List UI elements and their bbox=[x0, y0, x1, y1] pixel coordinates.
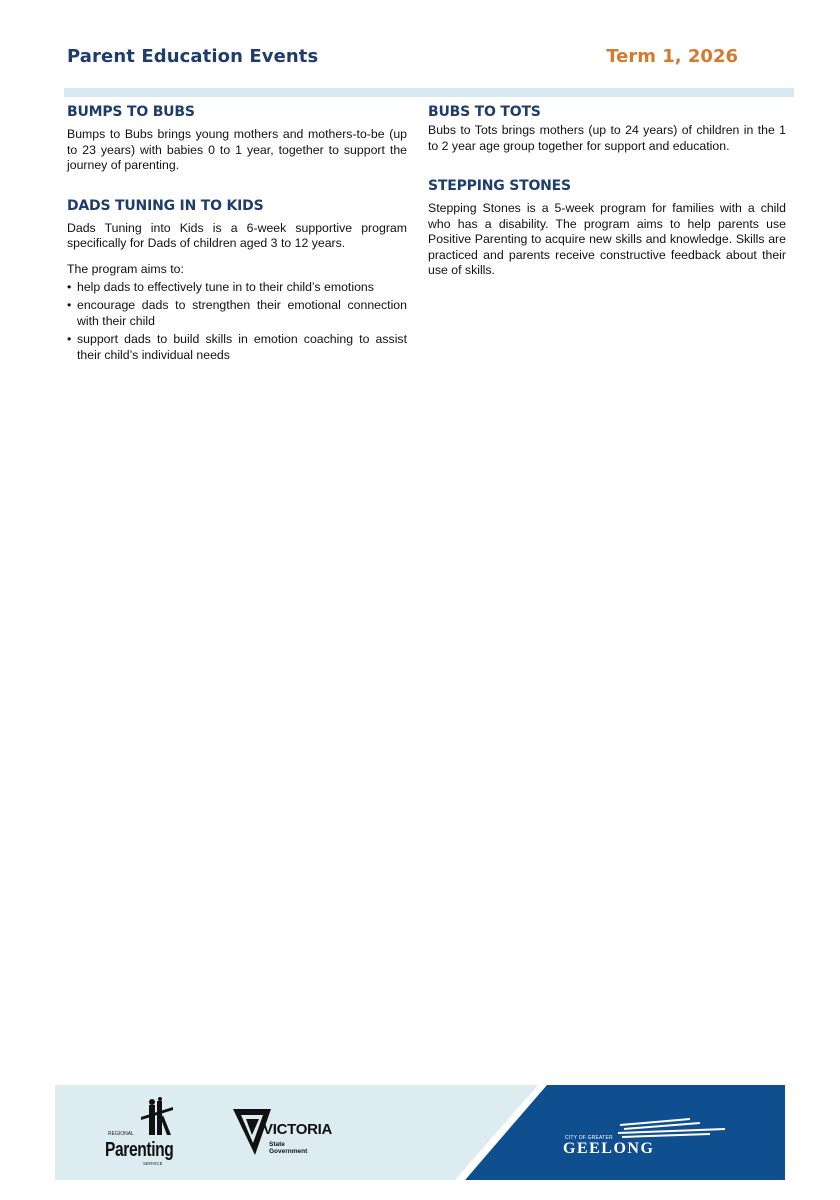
section-heading: BUMPS TO BUBS bbox=[67, 104, 195, 120]
regional-parenting-service-logo bbox=[105, 1097, 185, 1171]
section-heading: BUBS TO TOTS bbox=[428, 104, 541, 120]
list-item bbox=[67, 279, 407, 296]
section-body: Dads Tuning into Kids is a 6-week supportive program specifically for Dads of children aged 3 to 12 years. bbox=[67, 220, 407, 250]
list-item-text: encourage dads to strengthen their emotional connection with their child bbox=[77, 297, 407, 328]
bullet-icon: • bbox=[67, 280, 72, 294]
logo-small-text: REGIONAL bbox=[108, 1131, 134, 1137]
section-heading: DADS TUNING IN TO KIDS bbox=[67, 197, 264, 214]
section-stepping-stones bbox=[428, 178, 786, 279]
bullet-icon: • bbox=[67, 331, 72, 346]
document-title: Parent Education Events bbox=[67, 46, 319, 67]
logo-word: VICTORIA bbox=[263, 1121, 332, 1138]
section-dads-tuning-in-to-kids bbox=[67, 198, 407, 364]
aims-intro: The program aims to: bbox=[67, 261, 184, 276]
list-item-text: help dads to effectively tune in to their child’s emotions bbox=[77, 280, 374, 294]
section-heading: STEPPING STONES bbox=[428, 178, 571, 194]
right-column bbox=[428, 104, 786, 303]
page-header bbox=[67, 46, 738, 74]
header-rule bbox=[64, 88, 794, 97]
section-body: Bubs to Tots brings mothers (up to 24 years) of children in the 1 to 2 year age group together for support and education. bbox=[428, 123, 786, 153]
list-item-text: support dads to build skills in emotion coaching to assist their child’s individual needs bbox=[77, 331, 407, 362]
bullet-icon: • bbox=[67, 297, 72, 312]
section-bumps-to-bubs bbox=[67, 104, 407, 174]
term-label: Term 1, 2026 bbox=[606, 46, 738, 67]
family-figure-icon bbox=[137, 1097, 177, 1139]
logo-subtitle-line: Government bbox=[269, 1148, 308, 1155]
logo-word: Parenting bbox=[105, 1139, 174, 1161]
city-of-greater-geelong-logo bbox=[560, 1113, 730, 1163]
footer-banner bbox=[55, 1085, 785, 1180]
victoria-state-government-logo bbox=[233, 1109, 332, 1159]
logo-word: GEELONG bbox=[563, 1140, 655, 1157]
section-body: Bumps to Bubs brings young mothers and mothers-to-be (up to 23 years) with babies 0 to 1 year, together to support the journey of parenting. bbox=[67, 127, 407, 172]
logo-small-text: CITY OF GREATER bbox=[565, 1135, 613, 1141]
logo-subtitle bbox=[269, 1141, 307, 1155]
list-item bbox=[67, 297, 407, 330]
logo-subtitle-line: State bbox=[269, 1141, 285, 1148]
left-column bbox=[67, 104, 407, 388]
aims-list bbox=[67, 279, 407, 364]
section-body: Stepping Stones is a 5-week program for families with a child who has a disability. The program aims to help parents use Positive Parenting to acquire new skills and knowledge. Skills are practiced and parents receive constructive feedback about their use of skills. bbox=[428, 201, 786, 277]
list-item bbox=[67, 331, 407, 364]
logo-small-text: SERVICE bbox=[143, 1161, 163, 1166]
section-bubs-to-tots bbox=[428, 104, 786, 154]
